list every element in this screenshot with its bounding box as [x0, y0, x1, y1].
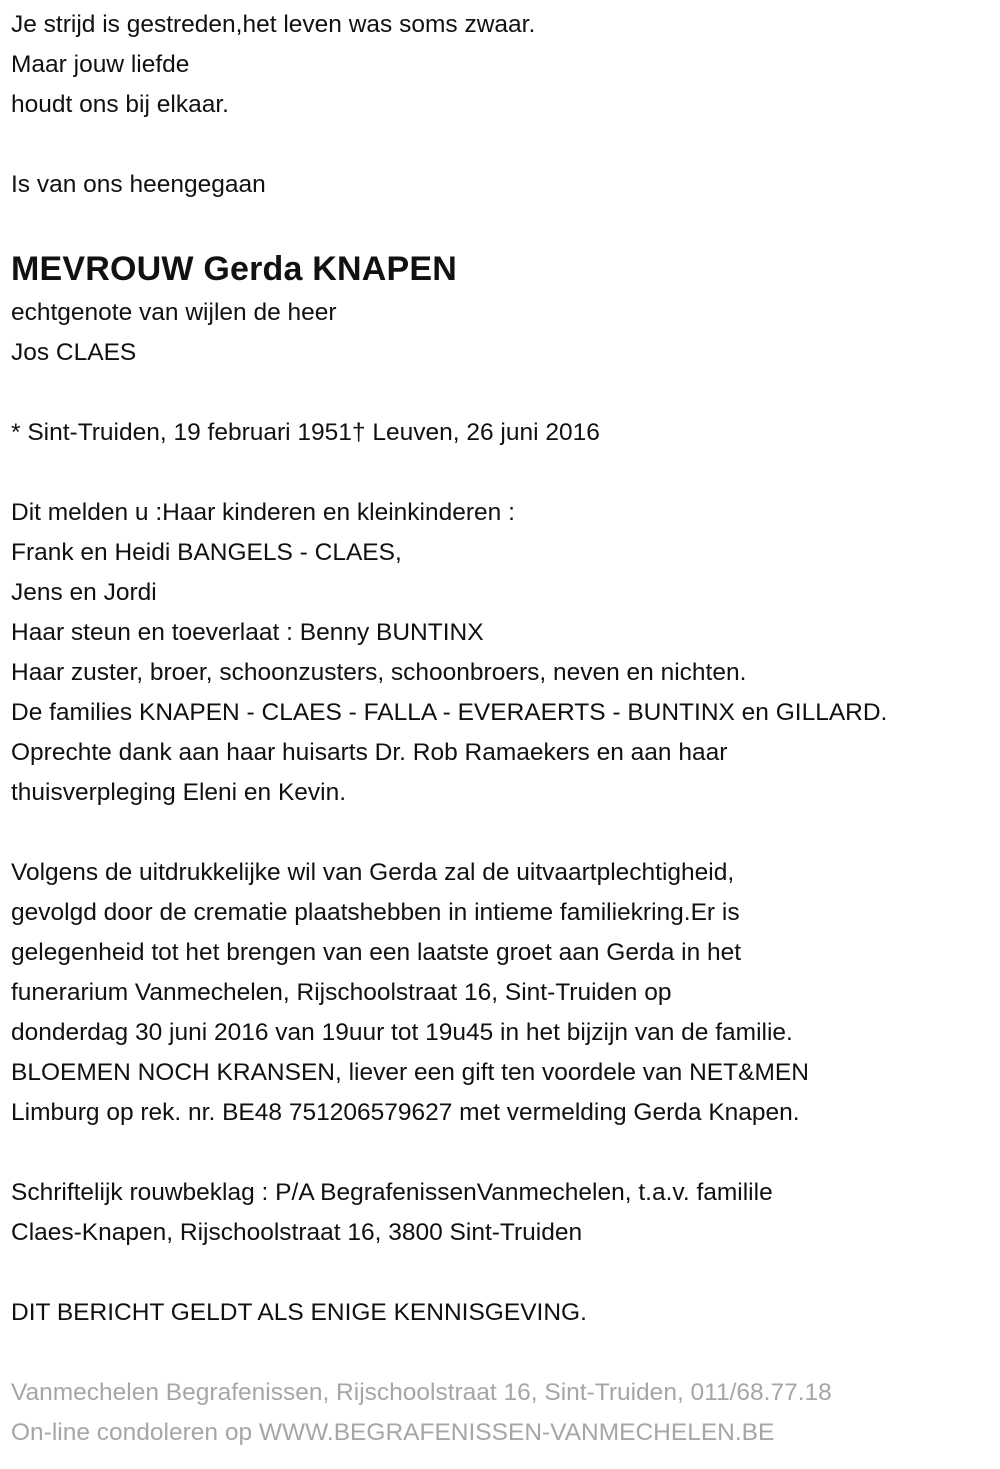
poem-line: Je strijd is gestreden,het leven was soms zwaar.: [11, 11, 536, 38]
deceased-name: MEVROUW Gerda KNAPEN: [11, 250, 458, 288]
family-line: Jens en Jordi: [11, 579, 157, 606]
ceremony-line: Volgens de uitdrukkelijke wil van Gerda zal de uitvaartplechtigheid,: [11, 859, 735, 886]
notice-text: DIT BERICHT GELDT ALS ENIGE KENNISGEVING.: [11, 1299, 587, 1326]
footer-address: Vanmechelen Begrafenissen, Rijschoolstraat 16, Sint-Truiden, 011/68.77.18: [11, 1379, 832, 1406]
family-line: Dit melden u :Haar kinderen en kleinkinderen :: [11, 499, 515, 526]
family-line: Frank en Heidi BANGELS - CLAES,: [11, 539, 402, 566]
family-line: De families KNAPEN - CLAES - FALLA - EVERAERTS - BUNTINX en GILLARD.: [11, 699, 888, 726]
spouse-line: Jos CLAES: [11, 339, 137, 366]
ceremony-line: BLOEMEN NOCH KRANSEN, liever een gift ten voordele van NET&MEN: [11, 1059, 809, 1086]
condolence-line: Claes-Knapen, Rijschoolstraat 16, 3800 Sint-Truiden: [11, 1219, 583, 1246]
ceremony-line: funerarium Vanmechelen, Rijschoolstraat 16, Sint-Truiden op: [11, 979, 672, 1006]
birth-death-dates: * Sint-Truiden, 19 februari 1951† Leuven, 26 juni 2016: [11, 419, 600, 446]
condolence-line: Schriftelijk rouwbeklag : P/A BegrafenissenVanmechelen, t.a.v. familile: [11, 1179, 773, 1206]
ceremony-line: Limburg op rek. nr. BE48 751206579627 met vermelding Gerda Knapen.: [11, 1099, 800, 1126]
poem-line: Maar jouw liefde: [11, 51, 190, 78]
family-line: thuisverpleging Eleni en Kevin.: [11, 779, 347, 806]
ceremony-line: donderdag 30 juni 2016 van 19uur tot 19u45 in het bijzijn van de familie.: [11, 1019, 793, 1046]
footer-website: On-line condoleren op WWW.BEGRAFENISSEN-VANMECHELEN.BE: [11, 1419, 775, 1446]
family-line: Haar zuster, broer, schoonzusters, schoonbroers, neven en nichten.: [11, 659, 747, 686]
ceremony-line: gevolgd door de crematie plaatshebben in intieme familiekring.Er is: [11, 899, 740, 926]
intro-text: Is van ons heengegaan: [11, 171, 266, 198]
family-line: Haar steun en toeverlaat : Benny BUNTINX: [11, 619, 484, 646]
ceremony-line: gelegenheid tot het brengen van een laatste groet aan Gerda in het: [11, 939, 742, 966]
family-line: Oprechte dank aan haar huisarts Dr. Rob Ramaekers en aan haar: [11, 739, 728, 766]
obituary-document: [11, 5, 996, 1453]
poem-line: houdt ons bij elkaar.: [11, 91, 229, 118]
spouse-line: echtgenote van wijlen de heer: [11, 299, 337, 326]
